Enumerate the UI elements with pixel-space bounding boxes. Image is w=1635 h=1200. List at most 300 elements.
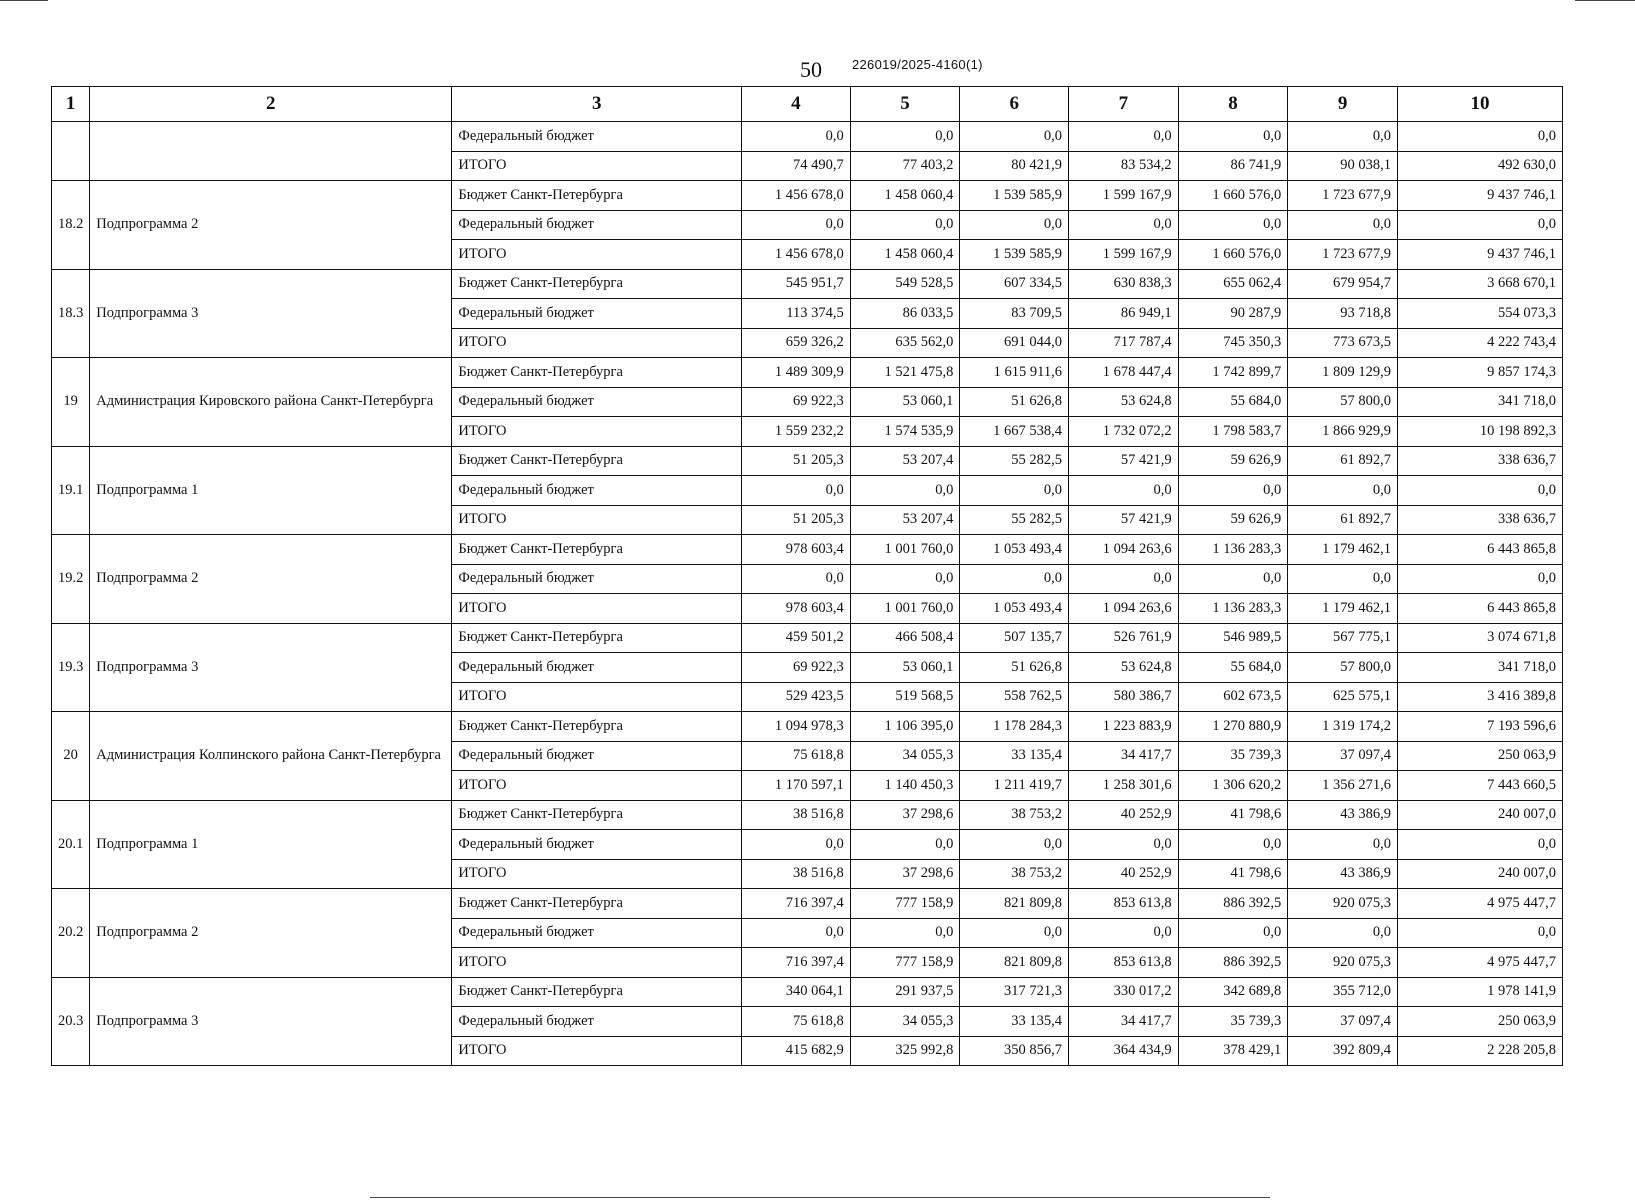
value-cell: 364 434,9 [1069,1036,1179,1066]
value-cell: 250 063,9 [1397,741,1562,771]
value-cell: 0,0 [1069,564,1179,594]
value-cell: 1 723 677,9 [1288,181,1398,211]
value-cell: 43 386,9 [1288,800,1398,830]
value-cell: 1 306 620,2 [1178,771,1288,801]
value-cell: 635 562,0 [850,328,960,358]
column-header: 4 [742,87,851,122]
value-cell: 920 075,3 [1288,948,1398,978]
value-cell: 1 599 167,9 [1069,240,1179,270]
funding-source-cell: ИТОГО [452,594,742,624]
value-cell: 0,0 [1397,210,1562,240]
value-cell: 0,0 [1397,918,1562,948]
value-cell: 1 458 060,4 [850,181,960,211]
value-cell: 821 809,8 [960,948,1069,978]
value-cell: 330 017,2 [1069,977,1179,1007]
value-cell: 0,0 [1288,210,1398,240]
table-row [52,889,1563,919]
value-cell: 57 800,0 [1288,387,1398,417]
funding-source-cell: Бюджет Санкт-Петербурга [452,446,742,476]
value-cell: 0,0 [742,210,851,240]
value-cell: 0,0 [1397,122,1562,152]
row-index-cell: 20 [52,712,90,801]
value-cell: 659 326,2 [742,328,851,358]
value-cell: 0,0 [1288,476,1398,506]
funding-source-cell: ИТОГО [452,505,742,535]
value-cell: 355 712,0 [1288,977,1398,1007]
value-cell: 554 073,3 [1397,299,1562,329]
value-cell: 567 775,1 [1288,623,1398,653]
value-cell: 86 949,1 [1069,299,1179,329]
value-cell: 0,0 [742,122,851,152]
value-cell: 37 298,6 [850,859,960,889]
value-cell: 34 055,3 [850,741,960,771]
value-cell: 53 060,1 [850,387,960,417]
funding-source-cell: Федеральный бюджет [452,830,742,860]
value-cell: 0,0 [1288,918,1398,948]
value-cell: 40 252,9 [1069,800,1179,830]
value-cell: 1 170 597,1 [742,771,851,801]
value-cell: 0,0 [960,830,1069,860]
value-cell: 51 205,3 [742,505,851,535]
value-cell: 69 922,3 [742,387,851,417]
value-cell: 1 723 677,9 [1288,240,1398,270]
value-cell: 392 809,4 [1288,1036,1398,1066]
value-cell: 338 636,7 [1397,505,1562,535]
funding-source-cell: Федеральный бюджет [452,564,742,594]
value-cell: 717 787,4 [1069,328,1179,358]
value-cell: 90 287,9 [1178,299,1288,329]
scan-edge-top-right [1575,0,1635,1]
value-cell: 1 136 283,3 [1178,535,1288,565]
value-cell: 53 624,8 [1069,653,1179,683]
funding-source-cell: Бюджет Санкт-Петербурга [452,800,742,830]
value-cell: 415 682,9 [742,1036,851,1066]
value-cell: 459 501,2 [742,623,851,653]
funding-source-cell: ИТОГО [452,859,742,889]
program-name-cell: Подпрограмма 3 [90,269,452,358]
value-cell: 0,0 [1069,476,1179,506]
funding-source-cell: Федеральный бюджет [452,476,742,506]
value-cell: 1 615 911,6 [960,358,1069,388]
value-cell: 1 809 129,9 [1288,358,1398,388]
column-header: 6 [960,87,1069,122]
table-row [52,122,1563,152]
funding-source-cell: Бюджет Санкт-Петербурга [452,535,742,565]
value-cell: 1 106 395,0 [850,712,960,742]
value-cell: 545 951,7 [742,269,851,299]
column-header: 8 [1178,87,1288,122]
value-cell: 0,0 [1069,122,1179,152]
row-index-cell: 18.2 [52,181,90,270]
value-cell: 0,0 [960,122,1069,152]
row-index-cell: 20.3 [52,977,90,1066]
column-header: 5 [850,87,960,122]
table-row [52,446,1563,476]
funding-source-cell: ИТОГО [452,151,742,181]
value-cell: 74 490,7 [742,151,851,181]
value-cell: 0,0 [1288,564,1398,594]
value-cell: 1 356 271,6 [1288,771,1398,801]
value-cell: 53 060,1 [850,653,960,683]
scan-edge-top-left [0,0,48,1]
value-cell: 37 097,4 [1288,741,1398,771]
value-cell: 0,0 [1397,830,1562,860]
value-cell: 886 392,5 [1178,889,1288,919]
table-body [52,122,1563,1066]
value-cell: 86 033,5 [850,299,960,329]
funding-source-cell: Федеральный бюджет [452,1007,742,1037]
program-name-cell: Подпрограмма 3 [90,977,452,1066]
value-cell: 0,0 [850,564,960,594]
value-cell: 1 866 929,9 [1288,417,1398,447]
value-cell: 55 282,5 [960,446,1069,476]
value-cell: 90 038,1 [1288,151,1398,181]
value-cell: 53 207,4 [850,505,960,535]
program-name-cell: Подпрограмма 3 [90,623,452,712]
row-index-cell: 18.3 [52,269,90,358]
value-cell: 691 044,0 [960,328,1069,358]
funding-source-cell: Федеральный бюджет [452,210,742,240]
value-cell: 558 762,5 [960,682,1069,712]
value-cell: 1 539 585,9 [960,240,1069,270]
value-cell: 51 626,8 [960,653,1069,683]
value-cell: 37 298,6 [850,800,960,830]
value-cell: 0,0 [742,564,851,594]
scan-edge-bottom [370,1197,1270,1198]
funding-source-cell: Бюджет Санкт-Петербурга [452,181,742,211]
row-index-cell [52,122,90,181]
value-cell: 41 798,6 [1178,800,1288,830]
value-cell: 51 205,3 [742,446,851,476]
table-row [52,977,1563,1007]
funding-source-cell: Бюджет Санкт-Петербурга [452,889,742,919]
column-header: 2 [90,87,452,122]
value-cell: 886 392,5 [1178,948,1288,978]
row-index-cell: 19.2 [52,535,90,624]
value-cell: 34 417,7 [1069,741,1179,771]
value-cell: 1 094 978,3 [742,712,851,742]
value-cell: 250 063,9 [1397,1007,1562,1037]
value-cell: 1 660 576,0 [1178,240,1288,270]
value-cell: 34 055,3 [850,1007,960,1037]
value-cell: 240 007,0 [1397,800,1562,830]
value-cell: 1 521 475,8 [850,358,960,388]
column-header: 10 [1397,87,1562,122]
value-cell: 1 732 072,2 [1069,417,1179,447]
value-cell: 7 193 596,6 [1397,712,1562,742]
value-cell: 1 489 309,9 [742,358,851,388]
table-row [52,712,1563,742]
value-cell: 4 222 743,4 [1397,328,1562,358]
value-cell: 1 270 880,9 [1178,712,1288,742]
value-cell: 1 559 232,2 [742,417,851,447]
value-cell: 1 458 060,4 [850,240,960,270]
value-cell: 1 667 538,4 [960,417,1069,447]
value-cell: 38 516,8 [742,859,851,889]
funding-source-cell: ИТОГО [452,771,742,801]
funding-source-cell: Бюджет Санкт-Петербурга [452,623,742,653]
value-cell: 1 456 678,0 [742,240,851,270]
value-cell: 33 135,4 [960,741,1069,771]
value-cell: 57 421,9 [1069,446,1179,476]
value-cell: 0,0 [1178,210,1288,240]
value-cell: 59 626,9 [1178,446,1288,476]
value-cell: 1 211 419,7 [960,771,1069,801]
value-cell: 4 975 447,7 [1397,948,1562,978]
funding-source-cell: Федеральный бюджет [452,387,742,417]
value-cell: 59 626,9 [1178,505,1288,535]
value-cell: 0,0 [1069,210,1179,240]
value-cell: 291 937,5 [850,977,960,1007]
program-name-cell: Подпрограмма 2 [90,889,452,978]
value-cell: 2 228 205,8 [1397,1036,1562,1066]
value-cell: 466 508,4 [850,623,960,653]
value-cell: 61 892,7 [1288,446,1398,476]
value-cell: 1 319 174,2 [1288,712,1398,742]
program-name-cell [90,122,452,181]
table-row [52,800,1563,830]
value-cell: 0,0 [850,210,960,240]
funding-source-cell: ИТОГО [452,328,742,358]
value-cell: 0,0 [850,122,960,152]
table-row [52,181,1563,211]
value-cell: 0,0 [960,210,1069,240]
value-cell: 55 684,0 [1178,653,1288,683]
funding-source-cell: Федеральный бюджет [452,741,742,771]
value-cell: 777 158,9 [850,948,960,978]
program-name-cell: Администрация Колпинского района Санкт-Петербурга [90,712,452,801]
column-header: 3 [452,87,742,122]
value-cell: 350 856,7 [960,1036,1069,1066]
value-cell: 526 761,9 [1069,623,1179,653]
value-cell: 4 975 447,7 [1397,889,1562,919]
value-cell: 1 978 141,9 [1397,977,1562,1007]
row-index-cell: 20.1 [52,800,90,889]
value-cell: 0,0 [1288,830,1398,860]
value-cell: 340 064,1 [742,977,851,1007]
value-cell: 38 753,2 [960,859,1069,889]
table-row [52,358,1563,388]
value-cell: 83 534,2 [1069,151,1179,181]
funding-source-cell: Бюджет Санкт-Петербурга [452,358,742,388]
value-cell: 1 140 450,3 [850,771,960,801]
value-cell: 0,0 [742,830,851,860]
value-cell: 75 618,8 [742,1007,851,1037]
value-cell: 53 207,4 [850,446,960,476]
value-cell: 0,0 [850,476,960,506]
value-cell: 1 179 462,1 [1288,535,1398,565]
value-cell: 773 673,5 [1288,328,1398,358]
value-cell: 86 741,9 [1178,151,1288,181]
value-cell: 549 528,5 [850,269,960,299]
value-cell: 3 074 671,8 [1397,623,1562,653]
value-cell: 0,0 [1069,918,1179,948]
value-cell: 1 053 493,4 [960,535,1069,565]
value-cell: 1 456 678,0 [742,181,851,211]
value-cell: 38 516,8 [742,800,851,830]
value-cell: 57 800,0 [1288,653,1398,683]
value-cell: 529 423,5 [742,682,851,712]
value-cell: 519 568,5 [850,682,960,712]
funding-source-cell: ИТОГО [452,682,742,712]
value-cell: 0,0 [960,918,1069,948]
value-cell: 777 158,9 [850,889,960,919]
value-cell: 0,0 [1397,564,1562,594]
value-cell: 10 198 892,3 [1397,417,1562,447]
value-cell: 9 437 746,1 [1397,240,1562,270]
value-cell: 51 626,8 [960,387,1069,417]
column-number-row [52,87,1563,122]
value-cell: 1 742 899,7 [1178,358,1288,388]
value-cell: 61 892,7 [1288,505,1398,535]
value-cell: 55 282,5 [960,505,1069,535]
value-cell: 34 417,7 [1069,1007,1179,1037]
value-cell: 1 574 535,9 [850,417,960,447]
program-name-cell: Подпрограмма 1 [90,800,452,889]
value-cell: 0,0 [1288,122,1398,152]
value-cell: 0,0 [850,918,960,948]
value-cell: 38 753,2 [960,800,1069,830]
value-cell: 745 350,3 [1178,328,1288,358]
value-cell: 1 539 585,9 [960,181,1069,211]
row-index-cell: 19 [52,358,90,447]
value-cell: 853 613,8 [1069,948,1179,978]
value-cell: 679 954,7 [1288,269,1398,299]
value-cell: 0,0 [1178,830,1288,860]
column-header: 7 [1069,87,1179,122]
value-cell: 1 001 760,0 [850,535,960,565]
value-cell: 80 421,9 [960,151,1069,181]
value-cell: 0,0 [960,476,1069,506]
value-cell: 57 421,9 [1069,505,1179,535]
value-cell: 325 992,8 [850,1036,960,1066]
value-cell: 0,0 [742,476,851,506]
value-cell: 37 097,4 [1288,1007,1398,1037]
value-cell: 1 660 576,0 [1178,181,1288,211]
value-cell: 35 739,3 [1178,1007,1288,1037]
value-cell: 507 135,7 [960,623,1069,653]
value-cell: 317 721,3 [960,977,1069,1007]
value-cell: 0,0 [1178,564,1288,594]
value-cell: 1 179 462,1 [1288,594,1398,624]
value-cell: 0,0 [1178,122,1288,152]
value-cell: 69 922,3 [742,653,851,683]
value-cell: 1 053 493,4 [960,594,1069,624]
table-row [52,623,1563,653]
value-cell: 607 334,5 [960,269,1069,299]
value-cell: 3 668 670,1 [1397,269,1562,299]
funding-source-cell: Бюджет Санкт-Петербурга [452,269,742,299]
value-cell: 338 636,7 [1397,446,1562,476]
column-header: 9 [1288,87,1398,122]
value-cell: 1 223 883,9 [1069,712,1179,742]
value-cell: 0,0 [742,918,851,948]
value-cell: 9 857 174,3 [1397,358,1562,388]
value-cell: 75 618,8 [742,741,851,771]
row-index-cell: 19.1 [52,446,90,535]
value-cell: 853 613,8 [1069,889,1179,919]
value-cell: 1 001 760,0 [850,594,960,624]
funding-source-cell: Бюджет Санкт-Петербурга [452,977,742,1007]
value-cell: 1 258 301,6 [1069,771,1179,801]
value-cell: 1 094 263,6 [1069,535,1179,565]
funding-source-cell: Федеральный бюджет [452,122,742,152]
value-cell: 1 599 167,9 [1069,181,1179,211]
value-cell: 0,0 [1397,476,1562,506]
value-cell: 35 739,3 [1178,741,1288,771]
value-cell: 93 718,8 [1288,299,1398,329]
value-cell: 9 437 746,1 [1397,181,1562,211]
value-cell: 0,0 [1069,830,1179,860]
value-cell: 41 798,6 [1178,859,1288,889]
program-name-cell: Подпрограмма 2 [90,535,452,624]
value-cell: 7 443 660,5 [1397,771,1562,801]
value-cell: 77 403,2 [850,151,960,181]
value-cell: 716 397,4 [742,889,851,919]
value-cell: 625 575,1 [1288,682,1398,712]
value-cell: 492 630,0 [1397,151,1562,181]
value-cell: 6 443 865,8 [1397,535,1562,565]
value-cell: 1 678 447,4 [1069,358,1179,388]
column-header: 1 [52,87,90,122]
row-index-cell: 19.3 [52,623,90,712]
funding-source-cell: ИТОГО [452,240,742,270]
program-name-cell: Подпрограмма 2 [90,181,452,270]
value-cell: 0,0 [1178,918,1288,948]
value-cell: 1 136 283,3 [1178,594,1288,624]
document-reference: 226019/2025-4160(1) [852,57,983,72]
value-cell: 978 603,4 [742,535,851,565]
value-cell: 821 809,8 [960,889,1069,919]
value-cell: 40 252,9 [1069,859,1179,889]
funding-source-cell: Бюджет Санкт-Петербурга [452,712,742,742]
value-cell: 378 429,1 [1178,1036,1288,1066]
value-cell: 55 684,0 [1178,387,1288,417]
funding-source-cell: ИТОГО [452,417,742,447]
value-cell: 1 178 284,3 [960,712,1069,742]
value-cell: 113 374,5 [742,299,851,329]
program-name-cell: Администрация Кировского района Санкт-Петербурга [90,358,452,447]
value-cell: 0,0 [850,830,960,860]
page-number: 50 [800,57,822,82]
value-cell: 580 386,7 [1069,682,1179,712]
value-cell: 53 624,8 [1069,387,1179,417]
value-cell: 83 709,5 [960,299,1069,329]
funding-source-cell: Федеральный бюджет [452,299,742,329]
table-row [52,269,1563,299]
value-cell: 240 007,0 [1397,859,1562,889]
value-cell: 341 718,0 [1397,653,1562,683]
value-cell: 33 135,4 [960,1007,1069,1037]
value-cell: 920 075,3 [1288,889,1398,919]
value-cell: 341 718,0 [1397,387,1562,417]
value-cell: 1 798 583,7 [1178,417,1288,447]
program-name-cell: Подпрограмма 1 [90,446,452,535]
table-row [52,535,1563,565]
value-cell: 546 989,5 [1178,623,1288,653]
value-cell: 978 603,4 [742,594,851,624]
row-index-cell: 20.2 [52,889,90,978]
value-cell: 43 386,9 [1288,859,1398,889]
value-cell: 655 062,4 [1178,269,1288,299]
funding-source-cell: ИТОГО [452,1036,742,1066]
value-cell: 3 416 389,8 [1397,682,1562,712]
funding-source-cell: Федеральный бюджет [452,653,742,683]
value-cell: 6 443 865,8 [1397,594,1562,624]
funding-source-cell: Федеральный бюджет [452,918,742,948]
value-cell: 630 838,3 [1069,269,1179,299]
value-cell: 0,0 [960,564,1069,594]
